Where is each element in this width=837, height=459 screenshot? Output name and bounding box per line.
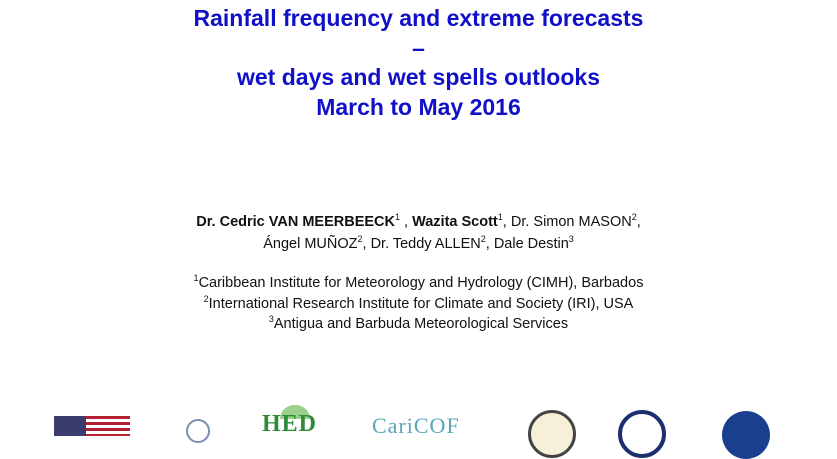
usaid-seal-logo bbox=[186, 419, 210, 443]
author-affil-mark: 3 bbox=[568, 234, 574, 244]
author-affil-mark: 2 bbox=[631, 212, 637, 222]
author-name: Ángel MUÑOZ bbox=[263, 236, 358, 252]
title-line-1: Rainfall frequency and extreme forecasts bbox=[193, 5, 644, 31]
affiliation-list bbox=[0, 273, 837, 335]
flag-canton bbox=[54, 416, 86, 436]
affiliation-mark: 2 bbox=[203, 293, 209, 304]
caricof-logo: CariCOF bbox=[372, 413, 460, 438]
author-affil-mark: 2 bbox=[357, 234, 363, 244]
affiliation-text: Antigua and Barbuda Meteorological Services bbox=[273, 316, 569, 332]
author-affil-mark: 1 bbox=[394, 212, 400, 222]
author-name: Dr. Cedric VAN MEERBEECK bbox=[196, 214, 395, 230]
title-line-2: – bbox=[412, 34, 425, 61]
affiliation-item bbox=[0, 314, 837, 335]
partner-logo-strip bbox=[0, 405, 837, 438]
author-affil-mark: 1 bbox=[497, 212, 503, 222]
author-name: Dr. Teddy ALLEN bbox=[370, 236, 481, 252]
author-line-1: Dr. Cedric VAN MEERBEECK$^1$ , Wazita Scott$^1$, Dr. Simon MASON$^2$, bbox=[196, 212, 641, 230]
title-line-4: March to May 2016 bbox=[316, 93, 521, 120]
author-name: Dr. Simon MASON bbox=[510, 214, 632, 230]
iri-seal-logo bbox=[618, 410, 666, 458]
noaa-logo bbox=[722, 411, 770, 459]
affiliation-item bbox=[0, 273, 837, 294]
author-line-2: Ángel MUÑOZ$^2$, Dr. Teddy ALLEN$^2$, Dale Destin$^3$ bbox=[263, 234, 574, 252]
affiliation-mark: 3 bbox=[268, 314, 274, 324]
title-line-3: wet days and wet spells outlooks bbox=[237, 64, 600, 90]
hed-logo: HED bbox=[262, 411, 318, 437]
author-name: Dale Destin bbox=[493, 236, 569, 252]
cimh-seal-logo bbox=[528, 410, 576, 458]
slide-title bbox=[0, 4, 837, 122]
author-name: Wazita Scott bbox=[412, 214, 498, 230]
affiliation-text: Caribbean Institute for Meteorology and Hydrology (CIMH), Barbados bbox=[198, 275, 644, 291]
us-flag-logo bbox=[54, 416, 130, 436]
affiliation-text: International Research Institute for Climate and Society (IRI), USA bbox=[208, 295, 634, 312]
affiliation-item bbox=[0, 294, 837, 315]
author-list bbox=[0, 211, 837, 255]
affiliation-mark: 1 bbox=[193, 273, 199, 283]
author-affil-mark: 2 bbox=[480, 234, 486, 244]
